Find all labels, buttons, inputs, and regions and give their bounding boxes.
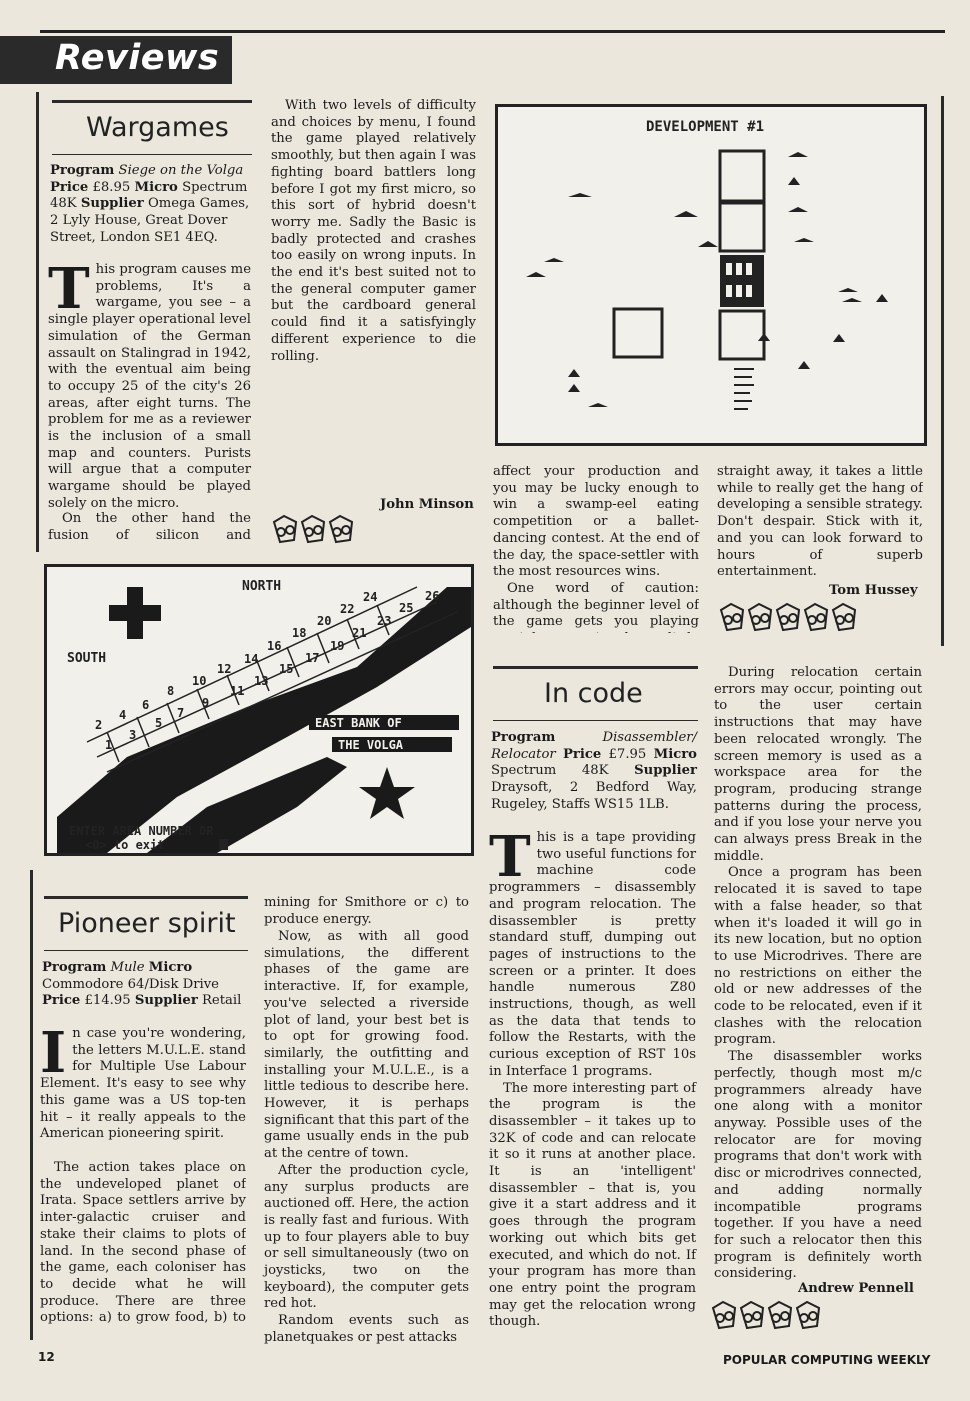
settler-ships: [526, 152, 888, 407]
plot-tower: [720, 151, 764, 251]
star-icon: [359, 767, 415, 819]
pioneer-title: Pioneer spirit: [58, 908, 236, 939]
north-label: NORTH: [242, 579, 282, 594]
wargames-info: [50, 163, 254, 247]
wargames-title: Wargames: [86, 112, 229, 143]
pioneer-para-1: n case you're wondering, the letters M.U.L.E. stand for Multiple Use Labour Element. It's easy to see why this game was a US top-ten hit – it really appeals to the American pioneering spirit.: [40, 1026, 246, 1142]
section-header: [0, 36, 232, 84]
wargames-left-rule: [36, 92, 39, 552]
wargames-column-1b: [48, 511, 251, 545]
rating-chip-icon: [797, 1302, 819, 1328]
micro-value: Commodore 64/Disk Drive: [42, 976, 219, 992]
incode-title: In code: [544, 678, 643, 709]
svg-text:24: 24: [363, 590, 378, 604]
player-plot: [614, 309, 662, 357]
micro-label: Micro: [653, 746, 697, 762]
incode-para-1: his is a tape providing two useful functions for machine code programmers – disassembly and program relocation. The disassembler is pretty standard stuff, dumping out pages of instructions to the screen or a printer. It does handle numerous Z80 instructions, though, as well as the data that tends to follow the Restarts, with the curious exception of RST 10s in Interface 1 programs.: [489, 830, 696, 1079]
incode-para-4: Once a program has been relocated it is saved to tape with a false header, so that when it's loaded it will go in its new location, but no option to use Microdrives. There are no restrictions on either the old or new addresses of the code to be relocated, even if it clashes with the relocation program.: [714, 865, 922, 1048]
rating-chip-icon: [769, 1302, 791, 1328]
svg-text:8: 8: [167, 684, 175, 698]
top-rule: [40, 30, 945, 33]
svg-text:23: 23: [377, 614, 392, 628]
svg-text:14: 14: [244, 652, 259, 666]
wargames-column-2: [271, 98, 476, 365]
tower-ladder: [734, 369, 754, 409]
wargames-rating: [271, 512, 361, 548]
east-bank-label-2: THE VOLGA: [338, 738, 404, 752]
pioneer-para-2: The action takes place on the undeveloped planet of Irata. Space settlers arrive by inter-galactic cruiser and stake their claims to plots of land. In the second phase of the game, each coloniser has to decide what he will produce. There are three options: a) to grow food, b) to: [40, 1160, 246, 1326]
pioneer-para-5: Random events such as planetquakes or pest attacks: [264, 1313, 469, 1345]
program-name: Mule: [110, 960, 145, 975]
svg-text:12: 12: [217, 662, 232, 676]
supplier-label: Supplier: [134, 993, 198, 1009]
svg-text:18: 18: [292, 626, 307, 640]
wargames-column-1: [48, 256, 251, 513]
price-value: £7.95: [608, 746, 647, 762]
drop-cap: T: [48, 256, 90, 322]
svg-text:13: 13: [254, 674, 269, 688]
rating-chip-icon: [713, 1302, 735, 1328]
pioneer-column-2-top: mining for Smithore or c) to produce energy.: [264, 895, 469, 927]
publication-name: POPULAR COMPUTING WEEKLY: [723, 1353, 931, 1367]
pioneer-para-3: Now, as with all good simulations, the different phases of the game are interactive. If, for example, you've selected a riverside plot of land, your best bet is to opt for growing food. similarly, the outfitting and installing your M.U.L.E., is a little tedious to describe here. However, it is perhaps significant that this part of the game usually ends in the pub at the centre of town.: [264, 929, 469, 1162]
south-label: SOUTH: [67, 651, 107, 666]
program-label: Program: [50, 163, 115, 178]
incode-title-underline: [493, 720, 698, 721]
svg-text:1: 1: [105, 738, 113, 752]
incode-para-5: The disassembler works perfectly, though most m/c programmers already have one along with a monitor anyway. Possible uses of the relocator are for moving programs that don't work with disc or microdrives connected, and adding normally incompatible programs together. If you have a need for such a relocator then this program is definitely worth considering.: [714, 1049, 922, 1282]
supplier-label: Supplier: [80, 196, 144, 212]
pioneer-info: [42, 960, 247, 1010]
rating-chip-icon: [330, 516, 352, 542]
incode-rating: [710, 1298, 828, 1334]
development-para-2: One word of caution: although the beginner level of the game gets you playing: [493, 581, 699, 630]
rating-icons: [271, 512, 361, 544]
micro-label: Micro: [134, 179, 178, 195]
pioneer-para-4: After the production cycle, any surplus products are auctioned off. Here, the action is really fast and furious. With up to four players able to buy or sell simultaneously (two on joysticks, two on the keyboard), the computer gets red hot.: [264, 1162, 469, 1312]
price-label: Price: [50, 179, 89, 195]
pioneer-column-1b: [40, 1160, 246, 1328]
drop-cap: I: [40, 1020, 67, 1086]
tower-block: [720, 255, 764, 307]
supplier-value: Omega Games, 2 Lyly House, Great Dover Street, London SE1 4EQ.: [50, 196, 250, 245]
development-screenshot: [495, 104, 927, 446]
svg-text:25: 25: [399, 601, 414, 615]
rating-chip-icon: [749, 604, 771, 630]
price-value: £14.95: [84, 993, 131, 1009]
development-para-1: affect your production and you may be lucky enough to win a swamp-eel eating competition or a ballet-dancing contest. At the end of the day, the space-settler with the most resources wins.: [493, 464, 699, 580]
price-value: £8.95: [92, 179, 131, 195]
svg-text:7: 7: [177, 706, 185, 720]
section-title: Reviews: [55, 38, 220, 78]
micro-value: Spectrum 48K: [50, 179, 248, 212]
svg-text:2: 2: [95, 718, 103, 732]
svg-text:21: 21: [352, 626, 367, 640]
rating-chip-icon: [274, 516, 296, 542]
wargames-screenshot: [44, 564, 474, 856]
price-label: Price: [562, 746, 602, 762]
svg-text:26: 26: [425, 589, 440, 603]
pioneer-column-2: [264, 929, 469, 1347]
svg-text:20: 20: [317, 614, 332, 628]
rating-chip-icon: [302, 516, 324, 542]
incode-column-2: [714, 665, 922, 1283]
micro-label: Micro: [148, 960, 193, 975]
wargames-title-rule: [52, 100, 252, 103]
pioneer-column-1: [40, 1020, 246, 1143]
wargames-para-1: his program causes me problems, It's a wargame, you see – a single player operational level simulation of the German assault on Stalingrad in 1942, with the eventual aim being to occupy 25 of the city's 26 areas, after eight turns. The problem for me as a reviewer is the inclusion of a small map and counters. Purists will argue that a computer wargame should be played solely on the micro.: [48, 262, 251, 511]
incode-author: Andrew Pennell: [798, 1281, 914, 1296]
pioneer-title-underline: [44, 950, 248, 951]
incode-para-2: The more interesting part of the program is the disassembler – it takes up to 32K of code and can relocate it so it runs at another place. It is an 'intelligent' disassembler – that is, you give it a start address and it goes through the program working out which bits get executed, and which do not. If your program has more than one entry point the program may get the relocation wrong though.: [489, 1080, 696, 1330]
svg-text:15: 15: [279, 662, 294, 676]
svg-text:16: 16: [267, 639, 282, 653]
svg-text:5: 5: [155, 716, 163, 730]
pioneer-left-rule: [30, 870, 33, 1340]
incode-para-3: During relocation certain errors may occur, pointing out to the user certain instructions that may have been relocated wrongly. The screen memory is used as a workspace area for the program, producing strange patterns during the process, and if you lose your nerve you can always press Break in the middle.: [714, 665, 922, 864]
svg-text:17: 17: [305, 651, 320, 665]
svg-text:11: 11: [230, 684, 245, 698]
prompt-line-1: ENTER AREA NUMBER OR: [69, 824, 214, 838]
rating-chip-icon: [777, 604, 799, 630]
wargames-author: John Minson: [380, 497, 474, 512]
program-label: Program: [491, 730, 556, 745]
development-screen-title: DEVELOPMENT #1: [646, 119, 765, 135]
rating-chip-icon: [805, 604, 827, 630]
micro-value: Spectrum 48K: [491, 763, 609, 779]
east-bank-label-1: EAST BANK OF: [315, 716, 402, 730]
drop-cap: T: [489, 824, 531, 890]
svg-text:22: 22: [340, 602, 355, 616]
cursor: [219, 839, 228, 850]
right-column-rule: [941, 96, 944, 646]
pioneer-title-rule: [44, 896, 248, 899]
page-number: 12: [38, 1350, 55, 1364]
program-name: Disassembler/ Relocator: [491, 730, 697, 762]
wargames-para-3: With two levels of difficulty and choices by menu, I found the game played relatively smoothly, but then again I was fighting board battlers long before I got my first micro, so this sort of hybrid doesn't worry me. Sadly the Basic is badly protected and crashes too easily on wrong inputs. In the end it's best suited not to the general computer gamer but the cardboard general could find it a satisfyingly different experience to die rolling.: [271, 98, 476, 364]
wargames-title-underline: [52, 154, 252, 155]
svg-text:4: 4: [119, 708, 127, 722]
svg-text:3: 3: [129, 728, 137, 742]
svg-text:6: 6: [142, 698, 150, 712]
development-column-1: [493, 464, 699, 581]
svg-text:10: 10: [192, 674, 207, 688]
rating-chip-icon: [721, 604, 743, 630]
incode-column-1: [489, 824, 696, 1331]
rating-chip-icon: [741, 1302, 763, 1328]
program-name: Siege on the Volga: [118, 163, 244, 178]
development-author: Tom Hussey: [829, 583, 918, 598]
prompt-line-2: <0> to exit: [85, 838, 165, 852]
supplier-value: Retail: [201, 993, 242, 1009]
red-cross-icon: [109, 587, 161, 639]
svg-text:9: 9: [202, 696, 210, 710]
svg-text:19: 19: [330, 639, 345, 653]
development-rating: [718, 600, 863, 636]
supplier-value: Draysoft, 2 Bedford Way, Rugeley, Staffs WS15 1LB.: [491, 780, 697, 812]
program-label: Program: [42, 960, 107, 975]
rating-chip-icon: [833, 604, 855, 630]
development-column-2: straight away, it takes a little while to really get the hang of developing a sensible strategy. Don't despair. Stick with it, and you can look forward to hours of superb entertainment.: [717, 464, 923, 580]
incode-title-rule: [493, 666, 698, 669]
supplier-label: Supplier: [634, 763, 697, 779]
price-label: Price: [42, 993, 81, 1009]
wargames-para-2: On the other hand the fusion of silicon and: [48, 511, 251, 543]
development-column-1b: [493, 581, 699, 633]
incode-info: [491, 730, 697, 814]
